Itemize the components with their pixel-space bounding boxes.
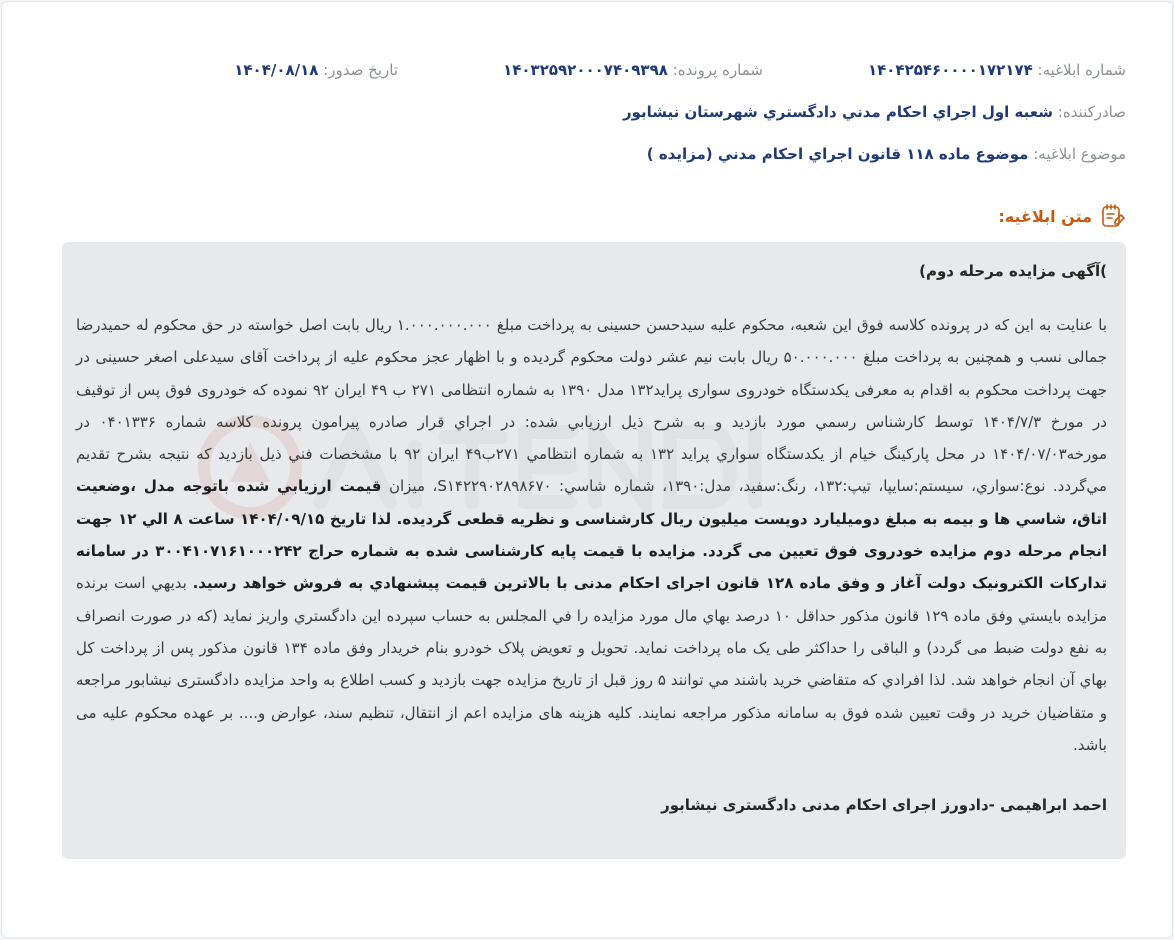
subject-row [48, 144, 1126, 164]
notice-number [868, 60, 1126, 80]
notice-page [1, 1, 1173, 938]
document-edit-icon [1100, 203, 1126, 229]
notice-body [76, 309, 1107, 761]
issuer-value: شعبه اول اجراي احکام مدني دادگستري شهرستان نيشابور [622, 103, 1053, 121]
notice-signature: احمد ابراهیمی -دادورز اجرای احکام مدنی دادگستری نیشابور [661, 796, 1107, 814]
notice-content-box [62, 242, 1126, 859]
notice-heading: )آگهی مزایده مرحله دوم) [919, 262, 1107, 280]
notice-number-value: ۱۴۰۴۲۵۴۶۰۰۰۰۱۷۲۱۷۴ [867, 61, 1033, 79]
issuer-label: صادرکننده: [1057, 103, 1126, 121]
issue-date-label: تاریخ صدور: [323, 61, 398, 79]
notice-paragraph-1: با عنایت به این که در پرونده کلاسه فوق این شعبه، محکوم علیه سیدحسن حسینی به پرداخت مبلغ ۱.۰۰۰.۰۰۰.۰۰۰ ریال بابت اصل خواسته در حق محکوم له حمیدرضا جمالی نسب و همچنین به پرداخت مبلغ ۵۰.۰۰۰.۰۰۰ ریال بابت نیم عشر دولت محکوم گردیده و با اظهار عجز محکوم علیه از پرداخت آقای سیدعلی اصغر حسینی در جهت پرداخت محکوم به اقدام به معرفی یکدستگاه خودروی سواری پراید۱۳۲ مدل ۱۳۹۰ به شماره انتظامی ۲۷۱ ب ۴۹ ایران ۹۲ نموده که خودروی فوق پس از توقیف در مورخ ۱۴۰۴/۷/۳ توسط کارشناس رسمي مورد بازديد و به شرح ذيل ارزيابي شده: در اجراي قرار صادره پیرامون پرونده کلاسه شماره ۰۴۰۱۳۳۶ در مورخه۱۴۰۴/۰۷/۰۳ در محل پارکينگ خيام از يکدستگاه سواري پرايد ۱۳۲ به شماره انتظامي ۲۷۱ب۴۹ ايران ۹۲ با مشخصات فني ذيل بازديد که نتيجه بشرح تقديم مي‌گردد. نوع:سواري، سيستم:سايپا، تيپ:۱۳۲، رنگ:سفيد، مدل:۱۳۹۰، شماره شاسي: S۱۴۲۲۹۰۲۸۹۸۶۷۰، ميزان [76, 316, 1108, 496]
case-number [503, 60, 763, 80]
issue-date-value: ۱۴۰۴/۰۸/۱۸ [234, 61, 319, 79]
case-number-value: ۱۴۰۳۲۵۹۲۰۰۰۷۴۰۹۳۹۸ [503, 61, 668, 79]
issue-date [234, 60, 398, 80]
case-number-label: شماره پرونده: [672, 61, 763, 79]
notice-number-label: شماره ابلاغیه: [1037, 61, 1126, 79]
notice-text-title: متن ابلاغیه: [998, 206, 1092, 226]
subject-value: موضوع ماده ۱۱۸ قانون اجراي احکام مدني (مزايده ) [646, 145, 1029, 163]
issuer-row [48, 102, 1126, 122]
subject-label: موضوع ابلاغیه: [1033, 145, 1126, 163]
notice-paragraph-bold: قيمت ارزيابي شده باتوجه مدل ،وضعيت اتاق، شاسي ها و بيمه به مبلغ دوميليارد دويست ميليون ريال کارشناسی و نظريه قطعی گرديده. لذا تاريخ ۱۴۰۴/۰۹/۱۵ ساعت ۸ الي ۱۲ جهت انجام مرحله دوم مزايده خودروی فوق تعيين می گردد. مزايده با قيمت پايه کارشناسی شده به شماره حراج ۳۰۰۴۱۰۷۱۶۱۰۰۰۲۴۲ در سامانه تدارکات الکترونيک دولت آغاز و وفق ماده ۱۲۸ قانون اجرای احکام مدنی با بالاترين قيمت پيشنهادي به فروش خواهد رسيد. [76, 477, 1108, 593]
notice-text-header [998, 203, 1126, 229]
notice-paragraph-2: بديهي است برنده مزايده بايستي وفق ماده ۱۲۹ قانون مذکور حداقل ۱۰ درصد بهاي مال مورد مزايده را في المجلس به حساب سپرده اين دادگستري واريز نمايد (که در صورت انصراف به نفع دولت ضبط می گردد) و الباقی را حداکثر طی یک ماه پرداخت نمايد. تحويل و تعويض پلاک خودرو بنام خريدار وفق ماده ۱۳۴ قانون مذکور پس از پرداخت کل بهاي آن انجام خواهد شد. لذا افرادي که متقاضي خريد باشند مي توانند ۵ روز قبل از تاريخ مزايده جهت بازديد و کسب اطلاع به واحد مزايده دادگستری نيشابور مراجعه و متقاضيان خريد در وقت تعيين شده فوق به سامانه مذکور مراجعه نمايند. کليه هزينه های مزايده اعم از انتقال، تنظيم سند، عوارض و.... بر عهده محکوم عليه می باشد. [76, 574, 1108, 754]
